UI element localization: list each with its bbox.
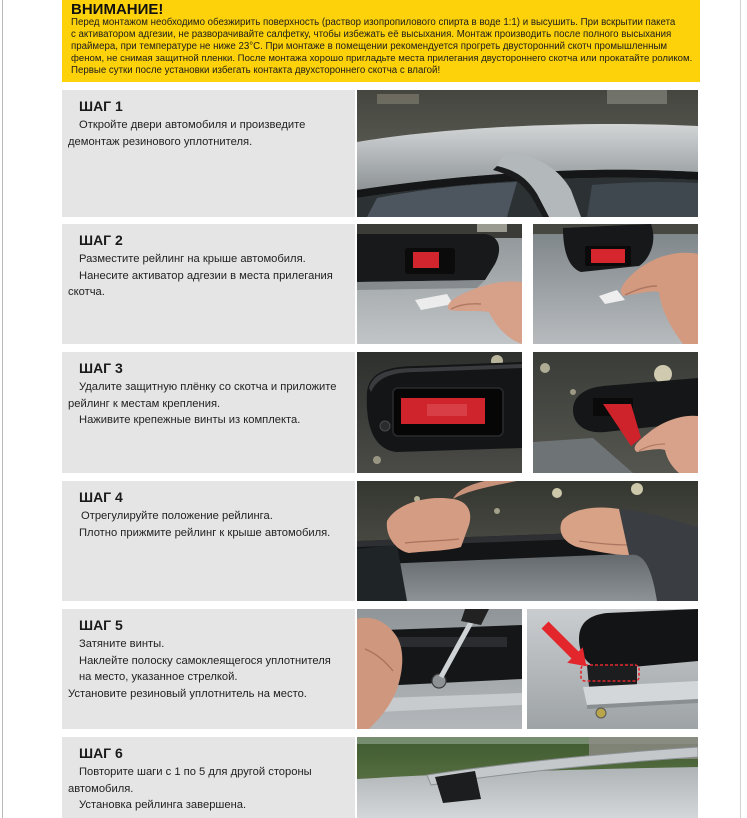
step-3 xyxy=(62,352,698,473)
step-line: демонтаж резинового уплотнителя. xyxy=(68,135,253,148)
step-6-photo xyxy=(357,737,698,818)
step-5 xyxy=(62,609,698,729)
roof-rail xyxy=(563,224,653,272)
step-line: автомобиля. xyxy=(68,782,134,795)
warning-line: с активатором адгезии, не разворачивайте салфетку, чтобы избежать её высыхания. Монтаж производить после полного высыхания xyxy=(71,29,672,40)
warning-line: Первые сутки после установки избегать контакта двухстороннего скотча с влагой! xyxy=(71,65,441,76)
step-5-photo-2 xyxy=(527,609,698,729)
step-2-text-panel xyxy=(62,224,355,344)
adhesive-tape xyxy=(401,398,485,424)
warning-line: Перед монтажом необходимо обезжирить поверхность (раствор изопропилового спирта в воде 1:1) и высушить. При вскрытии пакета xyxy=(71,17,676,28)
step-line: рейлинг к местам крепления. xyxy=(68,397,221,410)
step-4-text-panel xyxy=(62,481,355,601)
step-line: Наживите крепежные винты из комплекта. xyxy=(79,414,301,426)
step-line: Откройте двери автомобиля и произведите xyxy=(79,119,306,131)
step-line: Нанесите активатор адгезии в места прилегания xyxy=(79,269,333,282)
adhesive-tape xyxy=(413,252,439,268)
step-2-photo-1 xyxy=(357,224,522,344)
step-line: Установите резиновый уплотнитель на место. xyxy=(68,687,307,700)
step-line: Удалите защитную плёнку со скотча и приложите xyxy=(79,381,337,393)
warning-box xyxy=(62,0,700,82)
step-line: скотча. xyxy=(68,286,105,298)
warning-line: праймера, при температуре не ниже 23°С. При монтаже в помещении рекомендуется прогреть двусторонний скотч промышленным xyxy=(71,41,668,52)
warning-title: ВНИМАНИЕ! xyxy=(71,1,164,18)
step-line: Отрегулируйте положение рейлинга. xyxy=(81,510,273,522)
step-4 xyxy=(62,481,698,601)
step-line: Повторите шаги с 1 по 5 для другой стороны xyxy=(79,766,312,778)
page-border-right xyxy=(740,0,741,818)
step-line: Установка рейлинга завершена. xyxy=(79,799,247,811)
step-3-text-panel xyxy=(62,352,355,473)
step-5-photo-1 xyxy=(357,609,522,729)
warning-line: феном, не снимая защитной пленки. После монтажа хорошо пригладьте места прилегания двустороннего скотча или прокатайте роликом. xyxy=(71,53,692,64)
adhesive-tape xyxy=(591,249,625,263)
step-3-photo-2 xyxy=(533,352,698,473)
step-line: Затяните винты. xyxy=(79,638,165,650)
step-6 xyxy=(62,737,698,818)
step-line: Плотно прижмите рейлинг к крыше автомобиля. xyxy=(79,526,331,539)
step-line: Наклейте полоску самоклеящегося уплотнителя xyxy=(79,654,331,667)
step-1-title: ШАГ 1 xyxy=(79,98,123,114)
step-1-photo xyxy=(357,90,698,217)
step-5-title: ШАГ 5 xyxy=(79,617,123,633)
step-2-photo-2 xyxy=(533,224,698,344)
step-6-title: ШАГ 6 xyxy=(79,745,123,761)
step-3-title: ШАГ 3 xyxy=(79,360,123,376)
step-line: Разместите рейлинг на крыше автомобиля. xyxy=(79,253,306,265)
step-2-title: ШАГ 2 xyxy=(79,232,123,248)
step-3-photo-1 xyxy=(357,352,522,473)
page-border-left xyxy=(2,0,3,818)
step-5-text-panel xyxy=(62,609,355,729)
screw xyxy=(380,421,390,431)
step-1 xyxy=(62,90,698,217)
step-4-title: ШАГ 4 xyxy=(79,489,123,505)
step-2 xyxy=(62,224,698,344)
step-1-text-panel xyxy=(62,90,355,217)
step-4-photo xyxy=(357,481,698,601)
step-line: на место, указанное стрелкой. xyxy=(79,671,238,683)
step-6-text-panel xyxy=(62,737,355,818)
bolt xyxy=(596,708,606,718)
